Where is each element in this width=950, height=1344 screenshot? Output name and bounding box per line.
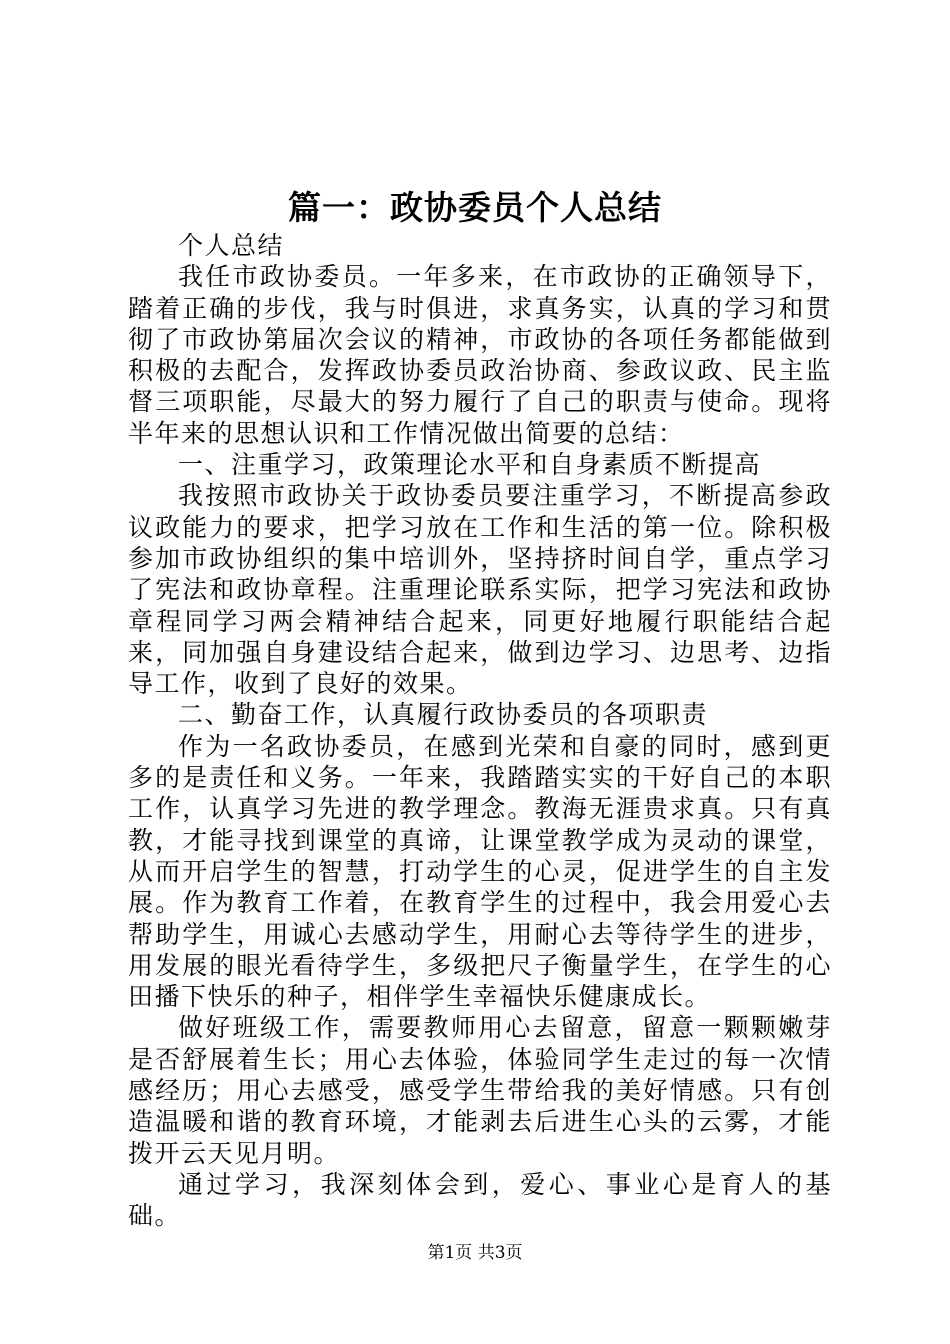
- section-heading-1: 一、注重学习，政策理论水平和自身素质不断提高: [178, 450, 762, 480]
- paragraph-heading-personal-summary: 个人总结: [178, 231, 285, 260]
- paragraph-class-work: 做好班级工作，需要教师用心去留意，留意一颗颗嫩芽是否舒展着生长；用心去体验，体验同学生走过的每一次情感经历；用心去感受，感受学生带给我的美好情感。只有创造温暖和谐的教育环境，才能剥去后进生心头的云雾，才能拨开云天见月明。: [128, 1013, 832, 1168]
- paragraph-intro: 我任市政协委员。一年多来，在市政协的正确领导下，踏着正确的步伐，我与时俱进，求真务实，认真的学习和贯彻了市政协第届次会议的精神，市政协的各项任务都能做到积极的去配合，发挥政协委员政治协商、参政议政、民主监督三项职能，尽最大的努力履行了自己的职责与使命。现将半年来的思想认识和工作情况做出简要的总结：: [128, 262, 832, 448]
- paragraph-conclusion: 通过学习，我深刻体会到，爱心、事业心是育人的基础。: [128, 1169, 832, 1231]
- section-heading-2: 二、勤奋工作，认真履行政协委员的各项职责: [178, 700, 709, 730]
- document-title: 篇一：政协委员个人总结: [288, 188, 662, 227]
- page-footer: 第1页 共3页: [427, 1243, 523, 1263]
- paragraph-duties: 作为一名政协委员，在感到光荣和自豪的同时，感到更多的是责任和义务。一年来，我踏踏实实的干好自己的本职工作，认真学习先进的教学理念。教海无涯贵求真。只有真教，才能寻找到课堂的真谛，让课堂教学成为灵动的课堂，从而开启学生的智慧，打动学生的心灵，促进学生的自主发展。作为教育工作着，在教育学生的过程中，我会用爱心去帮助学生，用诚心去感动学生，用耐心去等待学生的进步，用发展的眼光看待学生，多级把尺子衡量学生，在学生的心田播下快乐的种子，相伴学生幸福快乐健康成长。: [128, 731, 832, 1012]
- document-body: [128, 230, 832, 1232]
- paragraph-study: 我按照市政协关于政协委员要注重学习，不断提高参政议政能力的要求，把学习放在工作和生活的第一位。除积极参加市政协组织的集中培训外，坚持挤时间自学，重点学习了宪法和政协章程。注重理论联系实际，把学习宪法和政协章程同学习两会精神结合起来，同更好地履行职能结合起来，同加强自身建设结合起来，做到边学习、边思考、边指导工作，收到了良好的效果。: [128, 481, 832, 699]
